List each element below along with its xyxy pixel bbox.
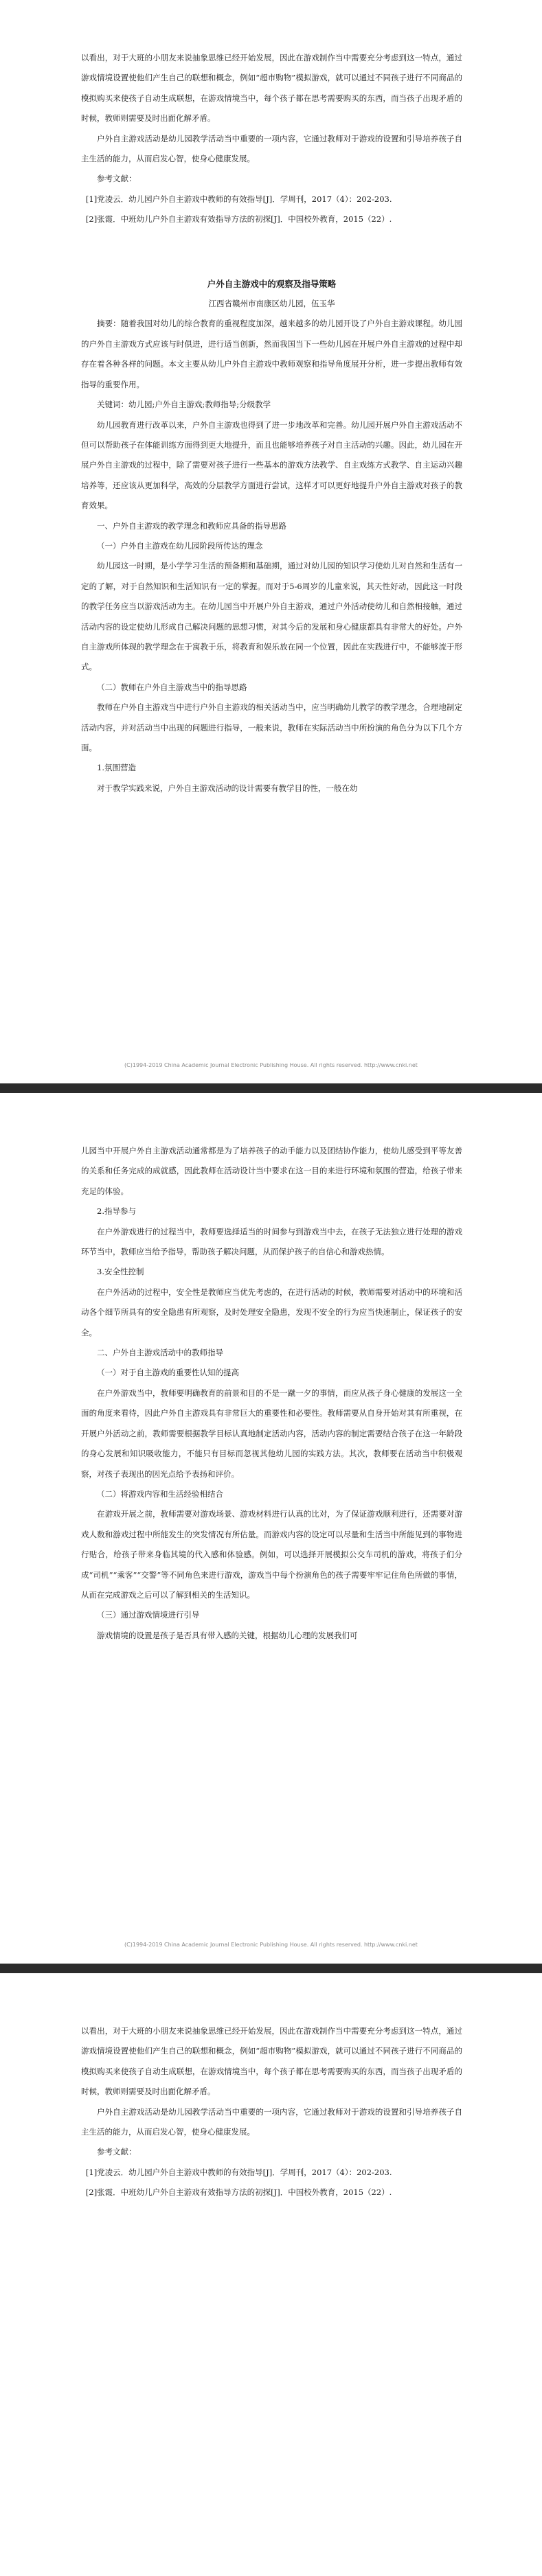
next-tail-paragraph: 以看出，对于大班的小朋友来说抽象思维已经开始发展，因此在游戏制作当中需要充分考虑到这一特点，通过游戏情境设置使他们产生自己的联想和概念，例如“超市购物”模拟游戏，就可以通过不同孩子进行不同商品的模拟购买来使孩子自动生成联想，在游戏情境当中，每个孩子都在思考需要购买的东西，而当孩子出现矛盾的时候，教师则需要及时出面化解矛盾。 — [81, 2026, 462, 2097]
body-paragraph: 对于教学实践来说，户外自主游戏活动的设计需要有教学目的性，一般在幼 — [97, 783, 358, 793]
article-keywords: 关键词：幼儿园;户外自主游戏;教师指导;分级教学 — [97, 400, 271, 410]
body-paragraph: 幼儿园这一时期，是小学学习生活的预备期和基础期，通过对幼儿园的知识学习使幼儿对自然和生活有一定的了解，对于自然知识和生活知识有一定的掌握。而对于5-6周岁的儿童来说，其天性好动，因此这一时段的教学任务应当以游戏活动为主。在幼儿园当中开展户外自主游戏，通过户外活动使幼儿和自然相接触，通过活动内容的设定使幼儿形成自己解决问题的思想习惯，对其今后的发展和身心健康都具有非常大的好处。户外自主游戏所体现的教学理念在于寓教于乐，将教育和娱乐放在同一个位置，因此在实践进行中，不能够流于形式。 — [81, 561, 462, 672]
page-separator — [0, 1964, 542, 1973]
item-heading: 3.安全性控制 — [97, 1267, 144, 1277]
body-paragraph: 儿园当中开展户外自主游戏活动通常都是为了培养孩子的动手能力以及团结协作能力，使幼儿感受到平等友善的关系和任务完成的成就感，因此教师在活动设计当中要求在这一目的来进行环境和氛围的营造，给孩子带来充足的体验。 — [81, 1146, 462, 1196]
page-footer: (C)1994-2019 China Academic Journal Electronic Publishing House. All rights reserved. http://www.cnki.net — [124, 1942, 418, 1948]
article-author: 江西省赣州市南康区幼儿园，伍玉华 — [208, 299, 335, 309]
reference-item: [2]张霞．中班幼儿户外自主游戏有效指导方法的初探[J]．中国校外教育，2015（22）. — [85, 214, 392, 225]
subsection-heading: （一）对于自主游戏的重要性认知的提高 — [97, 1368, 239, 1378]
reference-item: [2]张霞．中班幼儿户外自主游戏有效指导方法的初探[J]．中国校外教育，2015（22）. — [85, 2187, 392, 2198]
item-heading: 1.氛围营造 — [97, 763, 136, 773]
page-footer: (C)1994-2019 China Academic Journal Electronic Publishing House. All rights reserved. http://www.cnki.net — [124, 1062, 418, 1068]
article-gap — [81, 230, 462, 274]
subsection-heading: （一）户外自主游戏在幼儿园阶段所传达的理念 — [97, 540, 263, 551]
item-heading: 2.指导参与 — [97, 1206, 136, 1217]
body-paragraph: 在户外活动的过程中，安全性是教师应当优先考虑的，在进行活动的时候，教师需要对活动中的环境和活动各个细节所具有的安全隐患有所观察，及时处理安全隐患，发现不安全的行为应当快速制止，保证孩子的安全。 — [81, 1287, 462, 1337]
body-paragraph: 在游戏开展之前，教师需要对游戏场景、游戏材料进行认真的比对，为了保证游戏顺利进行，还需要对游戏人数和游戏过程中所能发生的突发情况有所估量。而游戏内容的设定可以尽量和生活当中所能见到的事物进行贴合，给孩子带来身临其境的代入感和体验感。例如，可以选择开展模拟公交车司机的游戏，将孩子们分成“司机”“乘客”“交警”等不同角色来进行游戏，游戏当中每个扮演角色的孩子需要牢牢记住角色所做的事情，从而在完成游戏之后可以了解到相关的生活知识。 — [81, 1509, 462, 1600]
prev-tail-paragraph: 户外自主游戏活动是幼儿园教学活动当中重要的一项内容，它通过教师对于游戏的设置和引导培养孩子自主生活的能力，从而启发心智，使身心健康发展。 — [81, 133, 462, 164]
page-2 — [0, 1093, 542, 1964]
body-paragraph: 在户外游戏当中，教师要明确教育的前景和目的不是一蹴一夕的事情，而应从孩子身心健康的发展这一全面的角度来看待，因此户外自主游戏具有非常巨大的重要性和必要性。教师需要从自身开始对其有所重视，在开展户外活动之前，教师需要根据教学目标认真地制定活动内容，活动内容的制定需要结合孩子在这一年龄段的身心发展和知识吸收能力，不能只有目标而忽视其他幼儿园的实践方法。其次，教师要在活动当中积极观察，对孩子表现出的因光点给予表扬和评价。 — [81, 1388, 462, 1479]
page-separator — [0, 1083, 542, 1093]
subsection-heading: （二）将游戏内容和生活经验相结合 — [97, 1488, 223, 1499]
article-intro: 幼儿园教育进行改革以来，户外自主游戏也得到了进一步地改革和完善。幼儿园开展户外自主游戏活动不但可以帮助孩子在体能训练方面得到更大地提升，而且也能够培养孩子对自主活动的兴趣。因此，幼儿园在开展户外自主游戏的过程中，除了需要对孩子进行一些基本的游戏方法教学、自主戏练方式教学、自主运动兴趣培养等，还应该从更加科学，高效的分层教学方面进行尝试，这样才可以更好地提升户外自主游戏对孩子的教育效果。 — [81, 419, 462, 511]
next-tail-paragraph: 户外自主游戏活动是幼儿园教学活动当中重要的一项内容，它通过教师对于游戏的设置和引导培养孩子自主生活的能力，从而启发心智，使身心健康发展。 — [81, 2106, 462, 2137]
reference-item: [1]党凌云．幼儿园户外自主游戏中教师的有效指导[J]．学周刊，2017（4）：202-203. — [85, 194, 392, 204]
page-1-content — [81, 48, 462, 798]
subsection-heading: （三）通过游戏情境进行引导 — [97, 1610, 200, 1620]
reference-item: [1]党凌云．幼儿园户外自主游戏中教师的有效指导[J]．学周刊，2017（4）：202-203. — [85, 2167, 392, 2177]
page-3-content — [81, 2021, 462, 2203]
section-heading: 一、户外自主游戏的教学理念和教师应具备的指导思路 — [97, 520, 286, 531]
body-paragraph: 游戏情境的设置是孩子是否具有带入感的关键，根据幼儿心理的发展我们可 — [97, 1630, 358, 1640]
references-heading: 参考文献： — [97, 174, 137, 184]
page-1 — [0, 0, 542, 1083]
body-paragraph: 教师在户外自主游戏当中进行户外自主游戏的相关活动当中，应当明确幼儿教学的教学理念，合理地制定活动内容，并对活动当中出现的问题进行指导，一般来说，教师在实际活动当中所扮演的角色分为以下几个方面。 — [81, 702, 462, 752]
page-2-content — [81, 1141, 462, 1646]
article-abstract: 摘要：随着我国对幼儿的综合教育的重视程度加深，越来越多的幼儿园开设了户外自主游戏课程。幼儿园的户外自主游戏方式应该与时俱进，进行适当创新，然而我国当下一些幼儿园在开展户外自主游戏的过程中却存在着各种各样的问题。本文主要从幼儿户外自主游戏中教师观察和指导角度展开分析，进一步提出教师有效指导的重要作用。 — [81, 319, 462, 389]
section-heading: 二、户外自主游戏活动中的教师指导 — [97, 1348, 223, 1358]
subsection-heading: （二）教师在户外自主游戏当中的指导思路 — [97, 682, 247, 692]
article-title: 户外自主游戏中的观察及指导策略 — [207, 278, 337, 289]
page-3 — [0, 1973, 542, 2576]
prev-tail-paragraph: 以看出，对于大班的小朋友来说抽象思维已经开始发展，因此在游戏制作当中需要充分考虑到这一特点，通过游戏情境设置使他们产生自己的联想和概念，例如“超市购物”模拟游戏，就可以通过不同孩子进行不同商品的模拟购买来使孩子自动生成联想，在游戏情境当中，每个孩子都在思考需要购买的东西，而当孩子出现矛盾的时候，教师则需要及时出面化解矛盾。 — [81, 53, 462, 124]
references-heading: 参考文献： — [97, 2147, 137, 2157]
body-paragraph: 在户外游戏进行的过程当中，教师要选择适当的时间参与到游戏当中去，在孩子无法独立进行处理的游戏环节当中，教师应当给予指导，帮助孩子解决问题，从而保护孩子的自信心和游戏热情。 — [81, 1226, 462, 1257]
